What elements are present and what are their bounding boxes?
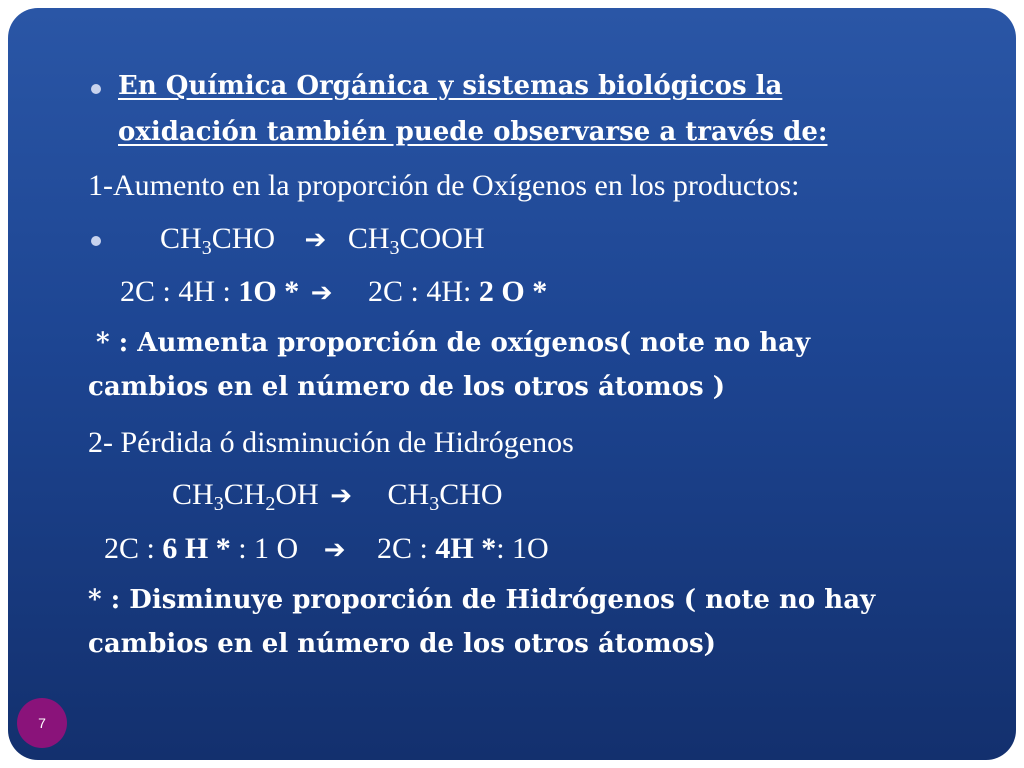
item1-ratio: 2C : 4H : 1O * ➔ 2C : 4H: 2 O * xyxy=(120,275,548,308)
item1-note-line-1: * : Aumenta proporción de oxígenos( note no hay xyxy=(96,328,811,358)
item1-reaction: $CH_3CHO$ ➔ $CH_3COOH$ xyxy=(160,222,485,259)
heading-line-1: En Química Orgánica y sistemas biológicos la xyxy=(118,71,783,101)
arrow-right-icon: ➔ xyxy=(330,481,353,511)
item2-note-line-2: cambios en el número de los otros átomos) xyxy=(88,629,716,659)
item1-title: 1-Aumento en la proporción de Oxígenos en los productos: xyxy=(88,169,800,202)
item2-ratio: 2C : 6 H * : 1 O ➔ 2C : 4H *: 1O xyxy=(104,532,549,565)
item1-note-line-2: cambios en el número de los otros átomos ) xyxy=(88,372,725,402)
heading-line-2: oxidación también puede observarse a través de: xyxy=(118,117,828,147)
item2-note-line-1: * : Disminuye proporción de Hidrógenos ( note no hay xyxy=(88,585,876,615)
arrow-right-icon: ➔ xyxy=(310,278,333,308)
slide xyxy=(8,8,1016,760)
slide-number-badge: 7 xyxy=(17,698,67,748)
item2-title: 2- Pérdida ó disminución de Hidrógenos xyxy=(88,426,574,459)
bullet-icon xyxy=(91,84,101,94)
arrow-right-icon: ➔ xyxy=(323,535,346,565)
item2-reaction: $CH_3CH_2OH$ ➔ $CH_3CHO$ xyxy=(172,478,503,515)
bullet-icon xyxy=(91,236,101,246)
arrow-right-icon: ➔ xyxy=(304,225,327,255)
